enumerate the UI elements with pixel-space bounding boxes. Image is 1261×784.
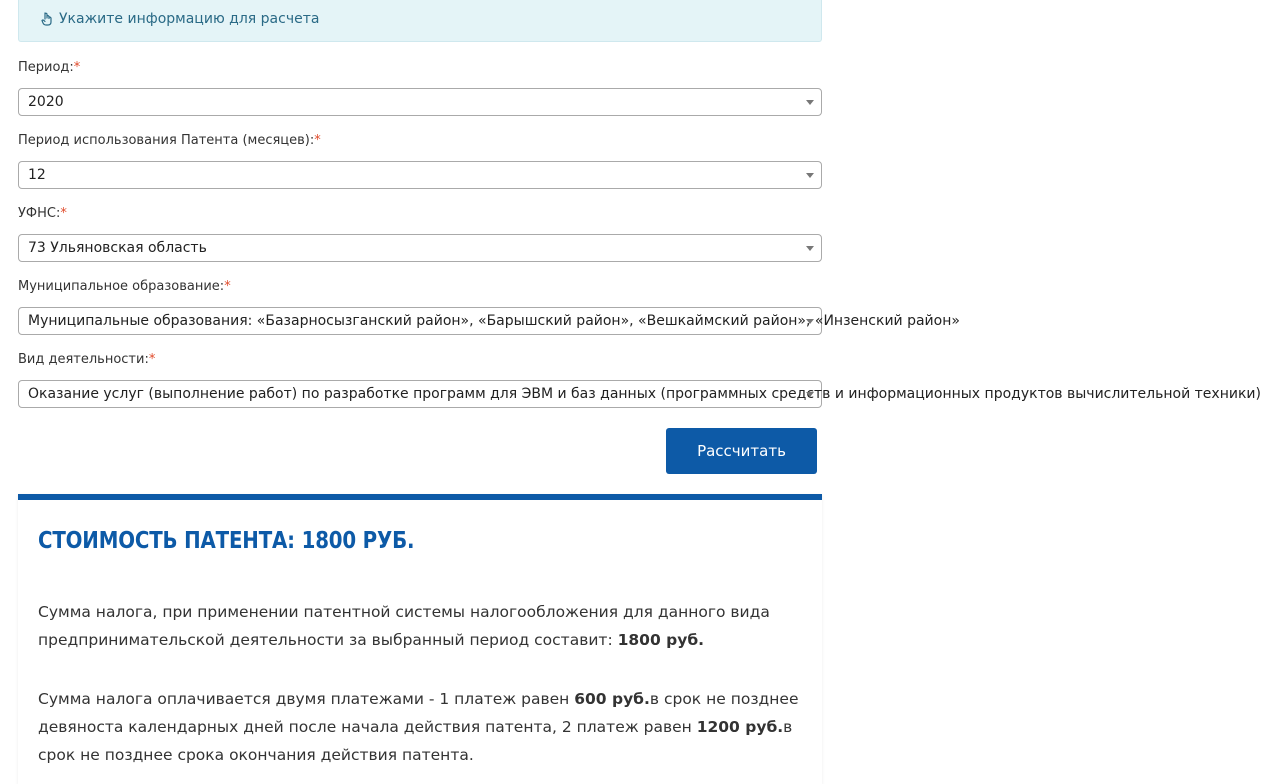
hand-pointer-icon: [41, 12, 53, 26]
period-select[interactable]: [18, 88, 822, 116]
payment-1-amount: 600 руб.: [574, 690, 650, 708]
result-panel: [18, 494, 822, 784]
result-title: СТОИМОСТЬ ПАТЕНТА: 1800 РУБ.: [38, 528, 415, 554]
result-summary: Сумма налога, при применении патентной системы налогообложения для данного вида предпринимательской деятельности за выбранный период составит: 1800 руб.: [38, 603, 770, 649]
usage-period-label: Период использования Патента (месяцев):*: [18, 133, 321, 148]
ufns-select[interactable]: [18, 234, 822, 262]
activity-select-value: Оказание услуг (выполнение работ) по разработке программ для ЭВМ и баз данных (программных средств и информационных продуктов вычислительной техники): [28, 386, 1261, 402]
required-mark: *: [148, 352, 156, 367]
period-label: Период:*: [18, 60, 81, 75]
chevron-down-icon: [806, 246, 814, 251]
ufns-select-value: 73 Ульяновская область: [28, 240, 207, 256]
payment-2-amount: 1200 руб.: [696, 718, 784, 736]
municipality-label: Муниципальное образование:*: [18, 279, 231, 294]
total-amount: 1800 руб.: [617, 631, 705, 649]
period-select-value: 2020: [28, 94, 64, 110]
required-mark: *: [314, 133, 321, 148]
required-mark: *: [224, 279, 231, 294]
banner-text: Укажите информацию для расчета: [59, 11, 320, 27]
activity-select[interactable]: [18, 380, 1261, 408]
usage-period-select[interactable]: [18, 161, 822, 189]
required-mark: *: [73, 60, 81, 75]
usage-period-select-value: 12: [28, 167, 46, 183]
municipality-select[interactable]: [18, 307, 960, 335]
required-mark: *: [60, 206, 67, 221]
chevron-down-icon: [806, 319, 814, 324]
chevron-down-icon: [806, 100, 814, 105]
ufns-label: УФНС:*: [18, 206, 67, 221]
municipality-select-value: Муниципальные образования: «Базарносызганский район», «Барышский район», «Вешкаймский район», «Инзенский район»: [28, 313, 960, 329]
calculate-button[interactable]: Рассчитать: [666, 428, 817, 474]
chevron-down-icon: [806, 392, 814, 397]
chevron-down-icon: [806, 173, 814, 178]
info-banner: [18, 0, 822, 42]
result-payments: Сумма налога оплачивается двумя платежами - 1 платеж равен 600 руб.в срок не позднее девяноста календарных дней после начала действия патента, 2 платеж равен 1200 руб.в срок не позднее срока окончания действия патента.: [38, 690, 799, 764]
activity-label: Вид деятельности:*: [18, 352, 156, 367]
